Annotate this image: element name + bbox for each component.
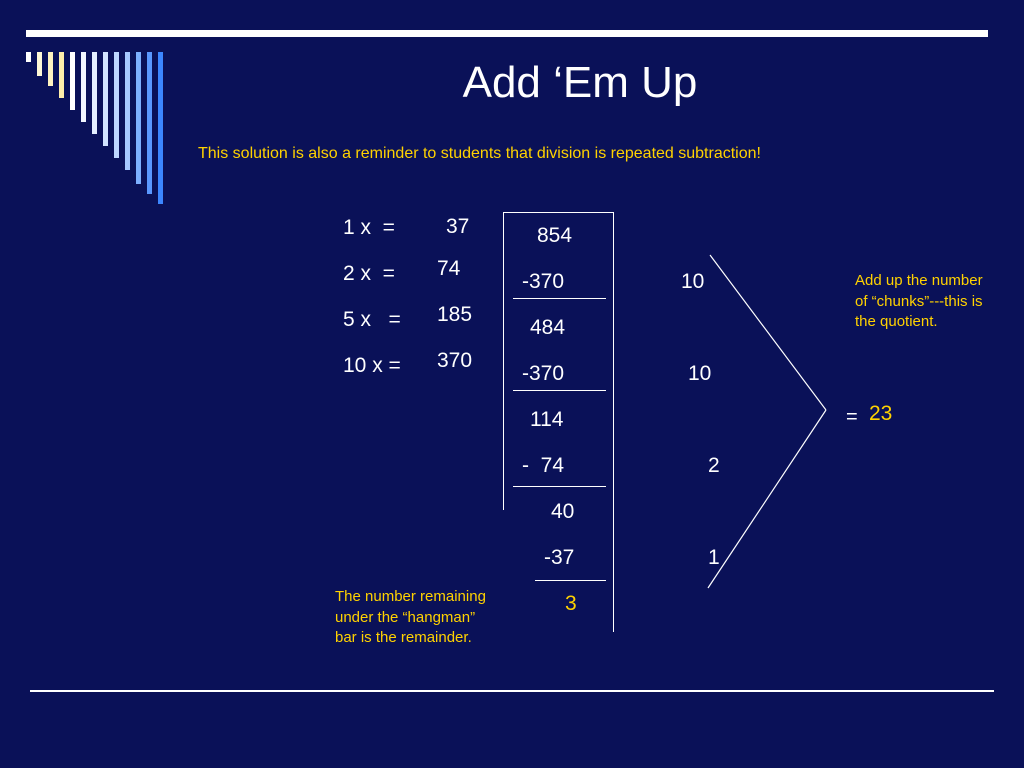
stripe bbox=[103, 52, 108, 146]
chunk-count: 1 bbox=[708, 546, 720, 569]
subtrahend: -370 bbox=[522, 362, 565, 385]
subtrahend: -37 bbox=[544, 546, 575, 569]
multiple-label: 5 x = bbox=[343, 308, 401, 331]
subtraction-line bbox=[535, 580, 606, 581]
stripe bbox=[26, 52, 31, 62]
bracket-lower-line bbox=[708, 410, 826, 588]
difference: 484 bbox=[530, 316, 566, 339]
bottom-divider bbox=[30, 690, 994, 692]
subtrahend: -370 bbox=[522, 270, 565, 293]
stripe bbox=[114, 52, 119, 158]
subtrahend: - 74 bbox=[522, 454, 565, 477]
chunk-count: 10 bbox=[688, 362, 712, 385]
stripe bbox=[92, 52, 97, 134]
stripe bbox=[136, 52, 141, 184]
dividend: 854 bbox=[537, 224, 573, 247]
stripe bbox=[125, 52, 130, 170]
quotient-note: Add up the number of “chunks”---this is the quotient. bbox=[855, 272, 983, 330]
chunk-count: 10 bbox=[681, 270, 705, 293]
multiple-value: 185 bbox=[437, 303, 473, 326]
subtraction-line bbox=[513, 486, 606, 487]
subtraction-line bbox=[513, 298, 606, 299]
difference: 114 bbox=[530, 408, 564, 431]
slide-title: Add ‘Em Up bbox=[462, 58, 698, 107]
multiple-value: 74 bbox=[437, 257, 461, 280]
remainder: 3 bbox=[565, 592, 577, 615]
multiple-value: 370 bbox=[437, 349, 473, 372]
stripe bbox=[158, 52, 163, 204]
equals-sign: = bbox=[846, 406, 858, 428]
sum-bracket bbox=[700, 250, 830, 595]
multiple-label: 10 x = bbox=[343, 354, 401, 377]
stripe bbox=[37, 52, 42, 76]
hangman-bar bbox=[613, 212, 614, 632]
multiple-label: 1 x = bbox=[343, 216, 395, 239]
remainder-note: The number remaining under the “hangman” bar is the remainder. bbox=[335, 588, 486, 646]
chunk-count: 2 bbox=[708, 454, 720, 477]
slide-subtitle: This solution is also a reminder to students that division is repeated subtraction! bbox=[198, 145, 761, 162]
multiple-value: 37 bbox=[446, 215, 470, 238]
top-border-bar bbox=[26, 30, 988, 37]
stripe bbox=[48, 52, 53, 86]
quotient-value: 23 bbox=[869, 402, 893, 425]
stripe bbox=[59, 52, 64, 98]
difference: 40 bbox=[551, 500, 575, 523]
dividend-bar bbox=[503, 212, 613, 213]
stripe bbox=[81, 52, 86, 122]
subtraction-line bbox=[513, 390, 606, 391]
stripe bbox=[70, 52, 75, 110]
multiple-label: 2 x = bbox=[343, 262, 395, 285]
stripe bbox=[147, 52, 152, 194]
bracket-upper-line bbox=[710, 255, 826, 410]
divisor-bar bbox=[503, 212, 504, 510]
